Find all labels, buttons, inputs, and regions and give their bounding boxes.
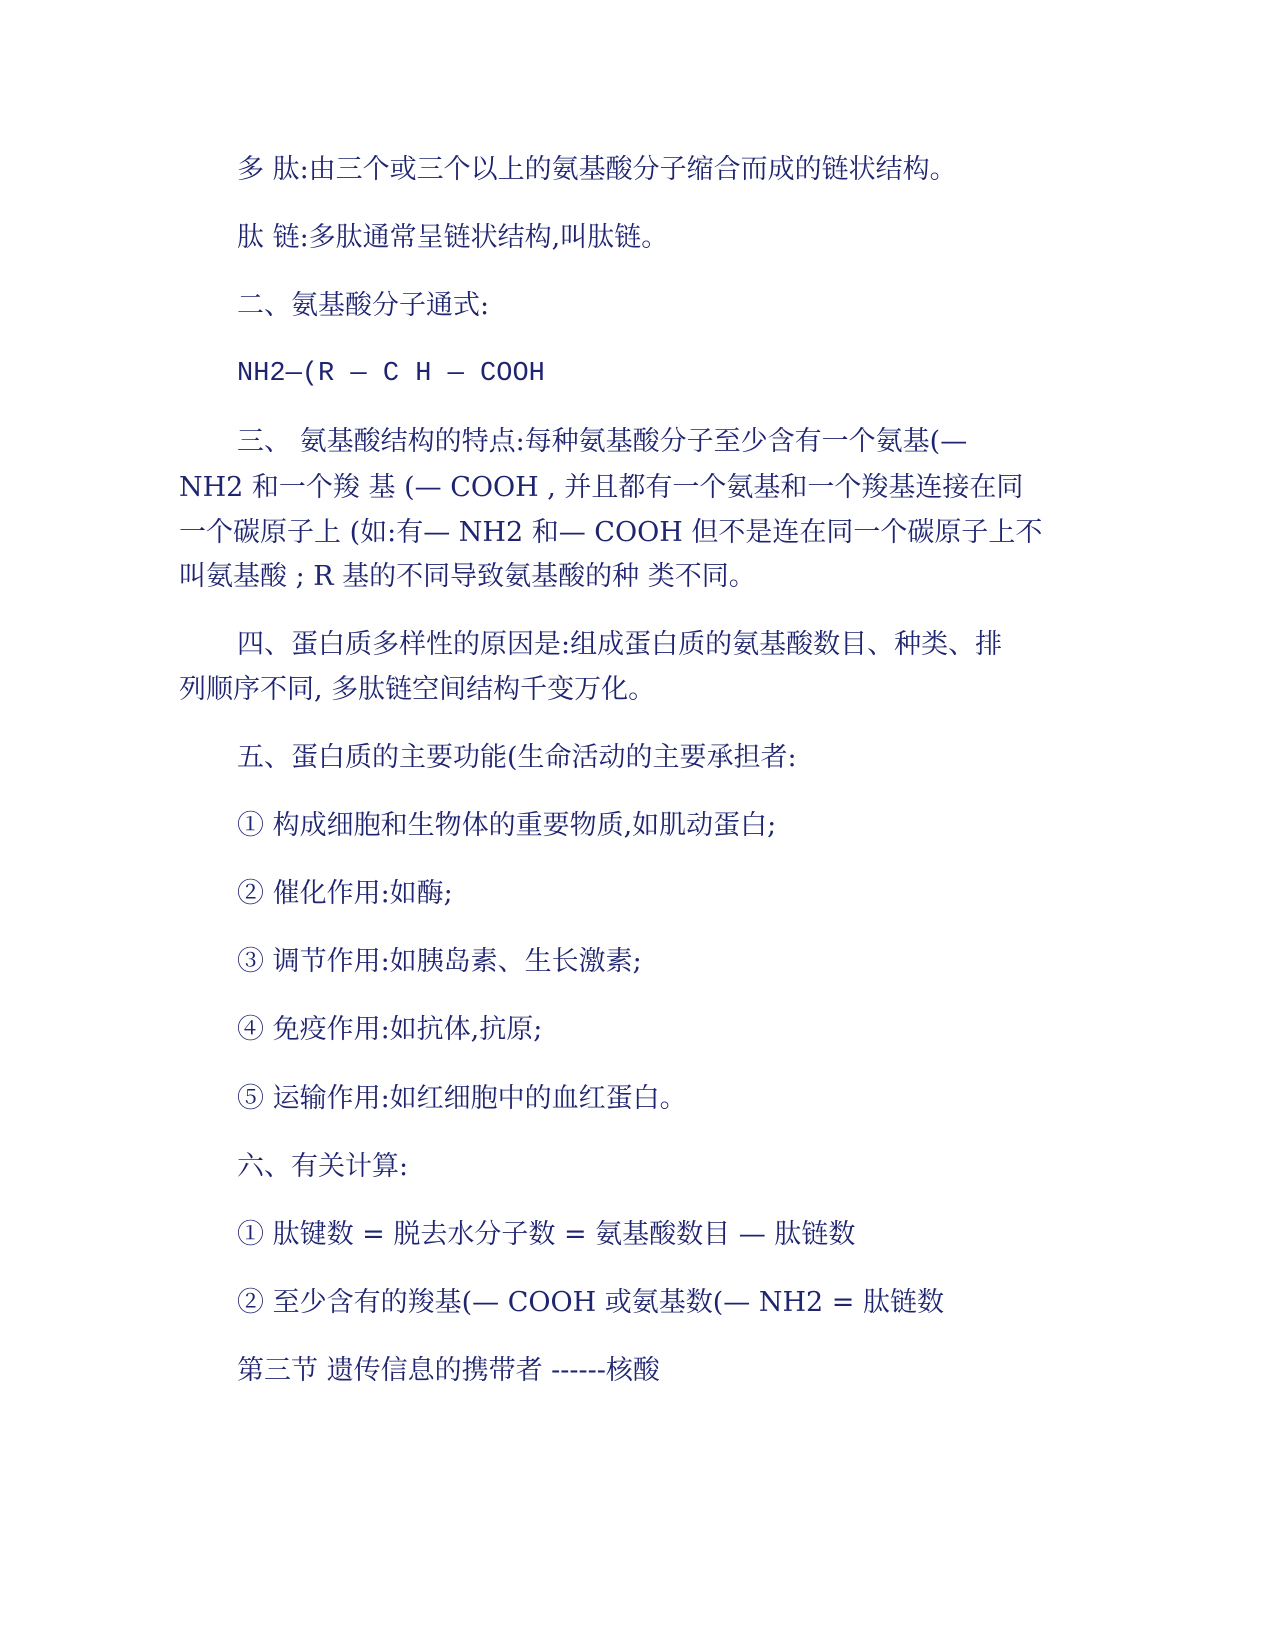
line-section-5-heading: 五、蛋白质的主要功能(生命活动的主要承担者:	[237, 742, 797, 773]
line-peptide-chain: 肽 链:多肽通常呈链状结构,叫肽链。	[237, 222, 669, 253]
line-section-heading-nucleic-acid: 第三节 遗传信息的携带者 ------核酸	[237, 1355, 660, 1386]
line-section-3-part-2: NH2 和一个羧 基 (— COOH , 并且都有一个氨基和一个羧基连接在同	[179, 472, 1024, 503]
line-section-4-part-2: 列顺序不同, 多肽链空间结构千变万化。	[179, 674, 656, 705]
line-section-6-heading: 六、有关计算:	[237, 1151, 409, 1182]
line-calc-1: ① 肽键数 = 脱去水分子数 = 氨基酸数目 — 肽链数	[237, 1219, 856, 1250]
line-polypeptide: 多 肽:由三个或三个以上的氨基酸分子缩合而成的链状结构。	[237, 154, 957, 185]
line-section-3-part-4: 叫氨基酸 ; R 基的不同导致氨基酸的种 类不同。	[179, 561, 756, 592]
line-function-4: ④ 免疫作用:如抗体,抗原;	[237, 1014, 543, 1045]
line-calc-2: ② 至少含有的羧基(— COOH 或氨基数(— NH2 = 肽链数	[237, 1287, 945, 1318]
line-section-2-heading: 二、氨基酸分子通式:	[237, 290, 490, 321]
line-section-4-part-1: 四、蛋白质多样性的原因是:组成蛋白质的氨基酸数目、种类、排	[237, 629, 1003, 660]
line-function-3: ③ 调节作用:如胰岛素、生长激素;	[237, 946, 642, 977]
line-function-2: ② 催化作用:如酶;	[237, 878, 453, 909]
line-function-1: ① 构成细胞和生物体的重要物质,如肌动蛋白;	[237, 810, 777, 841]
line-general-formula: NH2—(R — C H — COOH	[237, 359, 545, 389]
line-section-3-part-1: 三、 氨基酸结构的特点:每种氨基酸分子至少含有一个氨基(—	[237, 426, 968, 457]
line-function-5: ⑤ 运输作用:如红细胞中的血红蛋白。	[237, 1083, 687, 1114]
line-section-3-part-3: 一个碳原子上 (如:有— NH2 和— COOH 但不是连在同一个碳原子上不	[179, 517, 1043, 548]
